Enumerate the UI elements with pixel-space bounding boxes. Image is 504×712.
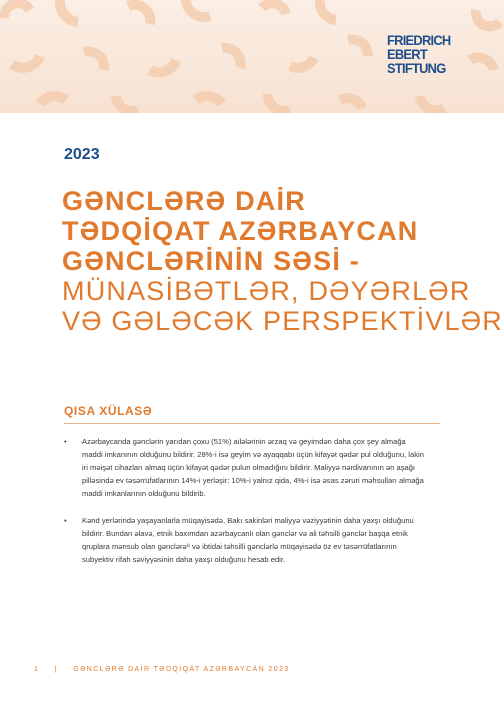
logo-line: EBERT [387, 46, 427, 62]
publication-year: 2023 [64, 146, 100, 163]
logo-line: FRIEDRICH [387, 32, 451, 48]
title-line: GƏNCLƏRƏ DAİR [62, 186, 306, 216]
subtitle-line: VƏ GƏLƏCƏK PERSPEKTİVLƏR [62, 306, 503, 336]
summary-heading: QISA XÜLASƏ [64, 404, 153, 418]
title-line: GƏNCLƏRİNİN SƏSİ - [62, 246, 360, 276]
summary-list [64, 435, 428, 580]
title-line: TƏDQİQAT AZƏRBAYCAN [62, 216, 419, 246]
list-item [64, 435, 428, 500]
list-item-text: Azərbaycanda gənclərin yarıdan çoxu (51%) ailələrinin ərzaq və geyimdən daha çox şey almağa maddi imkanının olduğunu bildirir. 28%-i isə geyim və ayaqqabı üçün kifayət qədər pul olduğunu, lakin iri məişət cihazları almaq üçün kifayət qədər pulun olmadığını bildirir. Maliyyə nərdivanının ən aşağı pilləsində ev təsərrüfatlarının 14%-i yerləşir: 10%-i yalnız qida, 4%-i isə əsas zəruri məhsulları almağa maddi imkanlarının olduğunu bildirib. [82, 437, 424, 498]
list-item [64, 514, 428, 566]
footer-separator: | [54, 666, 58, 673]
page-number: 1 [34, 666, 40, 673]
logo-line: STIFTUNG [387, 60, 446, 76]
page-footer [34, 666, 290, 673]
document-title [62, 186, 503, 336]
header-banner [0, 0, 504, 113]
list-item-text: Kənd yerlərində yaşayanlarla müqayisədə, Bakı sakinləri maliyyə vəziyyətinin daha yaxşı olduğunu bildirir. Bundan əlavə, etnik baxımdan azərbaycanlı olan gənclər və ali təhsilli gənclər başqa etnik qruplara mənsub olan gənclərə⁸ və ibtidai təhsilli gənclərlə müqayisədə öz ev təsərrüfatlarının subyektiv rifah səviyyəsinin daha yaxşı olduğunu hesab edir. [82, 516, 414, 564]
running-title: GƏNCLƏRƏ DAİR TƏDQİQAT AZƏRBAYCAN 2023 [73, 666, 290, 673]
fes-logo [387, 33, 464, 75]
section-divider [64, 423, 440, 424]
bullet-marker: • [64, 516, 67, 525]
bullet-marker: • [64, 437, 67, 446]
subtitle-line: MÜNASİBƏTLƏR, DƏYƏRLƏR [62, 276, 471, 306]
